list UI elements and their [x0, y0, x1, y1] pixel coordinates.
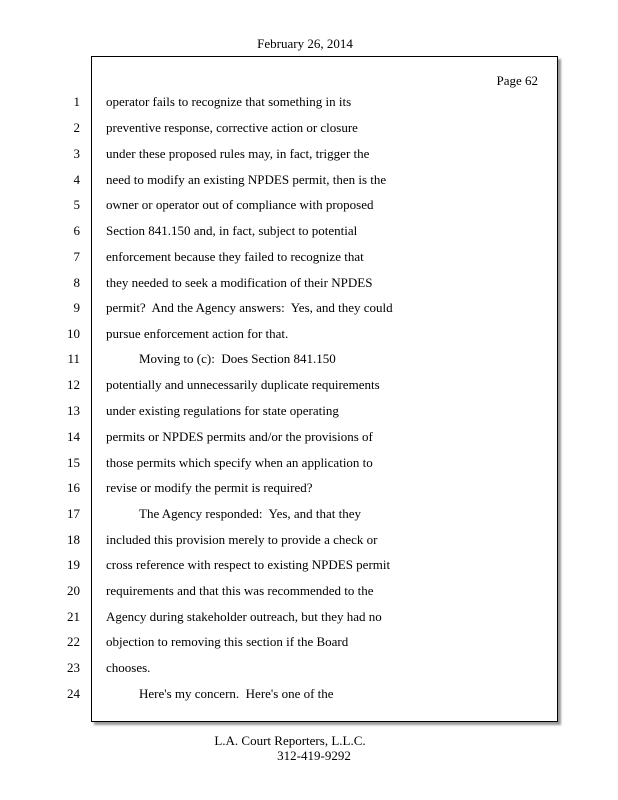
line-text: cross reference with respect to existing NPDES permit [106, 557, 391, 572]
transcript-line [0, 93, 560, 111]
line-number: 1 [73, 94, 80, 109]
line-number: 24 [67, 686, 80, 701]
line-text: under existing regulations for state operating [106, 403, 339, 418]
transcript-line [0, 659, 560, 677]
line-text: operator fails to recognize that something in its [106, 94, 352, 109]
line-text: Here's my concern. Here's one of the [139, 686, 334, 701]
line-number: 2 [73, 120, 80, 135]
line-text: Section 841.150 and, in fact, subject to potential [106, 223, 358, 238]
line-number: 23 [67, 660, 80, 675]
transcript-line [0, 350, 560, 368]
line-number: 13 [67, 403, 80, 418]
line-number: 4 [73, 172, 80, 187]
line-number: 22 [67, 634, 80, 649]
line-text: objection to removing this section if the Board [106, 634, 349, 649]
line-text: enforcement because they failed to recognize that [106, 249, 364, 264]
line-text: under these proposed rules may, in fact, trigger the [106, 146, 370, 161]
line-text: they needed to seek a modification of their NPDES [106, 275, 373, 290]
line-text: Agency during stakeholder outreach, but they had no [106, 609, 382, 624]
line-number: 11 [67, 351, 80, 366]
line-text: requirements and that this was recommended to the [106, 583, 374, 598]
line-text: owner or operator out of compliance with proposed [106, 197, 374, 212]
transcript-date: February 26, 2014 [257, 36, 353, 51]
line-text: those permits which specify when an application to [106, 455, 373, 470]
line-number: 21 [67, 609, 80, 624]
line-number: 17 [67, 506, 80, 521]
line-text: permit? And the Agency answers: Yes, and they could [106, 300, 393, 315]
line-text: pursue enforcement action for that. [106, 326, 289, 341]
transcript-line [0, 274, 560, 292]
transcript-line [0, 556, 560, 574]
line-text: revise or modify the permit is required? [106, 480, 313, 495]
line-text: potentially and unnecessarily duplicate requirements [106, 377, 380, 392]
transcript-line [0, 582, 560, 600]
transcript-line [0, 505, 560, 523]
transcript-line [0, 608, 560, 626]
line-number: 16 [67, 480, 80, 495]
transcript-line [0, 428, 560, 446]
transcript-line [0, 145, 560, 163]
line-number: 5 [73, 197, 80, 212]
transcript-line [0, 325, 560, 343]
transcript-line [0, 454, 560, 472]
line-text: Moving to (c): Does Section 841.150 [139, 351, 336, 366]
transcript-line [0, 248, 560, 266]
transcript-line [0, 222, 560, 240]
line-number: 10 [67, 326, 80, 341]
transcript-line [0, 531, 560, 549]
court-reporter-phone: 312-419-9292 [277, 748, 351, 763]
transcript-line [0, 171, 560, 189]
court-reporter-company: L.A. Court Reporters, L.L.C. [214, 733, 366, 748]
line-number: 15 [67, 455, 80, 470]
line-number: 3 [73, 146, 80, 161]
line-number: 20 [67, 583, 80, 598]
line-number: 6 [73, 223, 80, 238]
transcript-line [0, 376, 560, 394]
line-number: 12 [67, 377, 80, 392]
line-text: need to modify an existing NPDES permit, then is the [106, 172, 387, 187]
line-number: 14 [67, 429, 80, 444]
transcript-line [0, 196, 560, 214]
line-number: 19 [67, 557, 80, 572]
line-text: permits or NPDES permits and/or the provisions of [106, 429, 373, 444]
transcript-line [0, 299, 560, 317]
transcript-line [0, 119, 560, 137]
line-text: preventive response, corrective action or closure [106, 120, 358, 135]
transcript-line [0, 402, 560, 420]
line-text: included this provision merely to provide a check or [106, 532, 378, 547]
transcript-line [0, 633, 560, 651]
line-number: 18 [67, 532, 80, 547]
line-number: 9 [73, 300, 80, 315]
line-text: chooses. [106, 660, 151, 675]
page-number: Page 62 [496, 73, 538, 88]
line-number: 7 [73, 249, 80, 264]
transcript-line [0, 479, 560, 497]
transcript-line [0, 685, 560, 703]
line-number: 8 [73, 275, 80, 290]
line-text: The Agency responded: Yes, and that they [139, 506, 362, 521]
